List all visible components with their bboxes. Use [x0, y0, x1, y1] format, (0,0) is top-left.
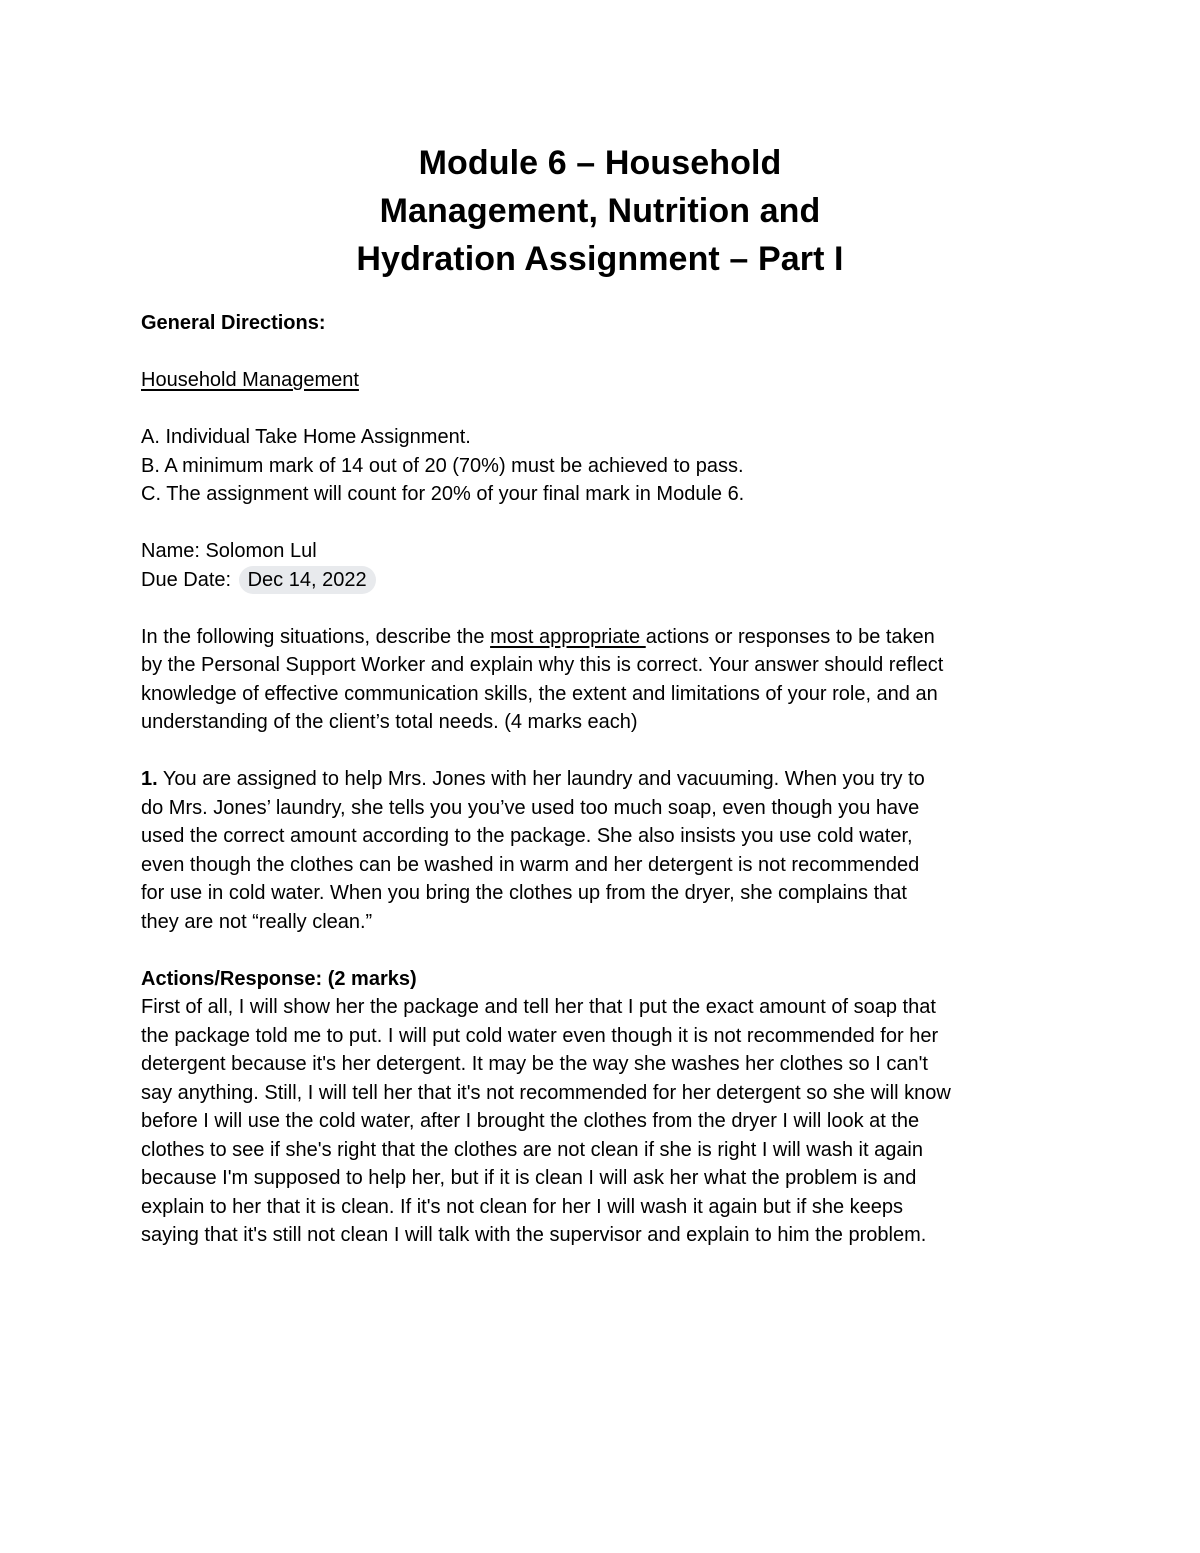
question-1-line-3: used the correct amount according to the package. She also insists you use cold water,: [141, 825, 913, 847]
instructions-paragraph: [141, 623, 1041, 737]
response-paragraph: [141, 993, 1041, 1250]
response-line-1: First of all, I will show her the package and tell her that I put the exact amount of soap that: [141, 996, 936, 1018]
question-1-line-2: do Mrs. Jones’ laundry, she tells you you’ve used too much soap, even though you have: [141, 796, 920, 819]
instructions-emphasis: most appropriate: [490, 625, 646, 648]
question-1-line-6: they are not “really clean.”: [141, 910, 373, 933]
due-date-line: [141, 566, 1041, 595]
response-line-7: because I'm supposed to help her, but if it is clean I will ask her what the problem is and: [141, 1167, 917, 1189]
general-directions-heading: General Directions:: [141, 312, 326, 334]
name-line: Name: Solomon Lul: [141, 540, 317, 562]
question-1-line-1: You are assigned to help Mrs. Jones with her laundry and vacuuming. When you try to: [157, 768, 925, 790]
page-title: [0, 139, 1200, 283]
direction-a: A. Individual Take Home Assignment.: [141, 426, 471, 448]
due-date-label: Due Date:: [141, 568, 237, 591]
response-line-6: clothes to see if she's right that the clothes are not clean if she is right I will wash it again: [141, 1138, 924, 1161]
instructions-text-start: In the following situations, describe the: [141, 625, 491, 648]
direction-c: C. The assignment will count for 20% of your final mark in Module 6.: [141, 483, 745, 505]
question-1-number: 1.: [141, 768, 158, 790]
instructions-line-1: actions or responses to be taken: [645, 625, 935, 648]
document-body: [141, 309, 1041, 1250]
question-1: [141, 765, 1041, 936]
title-line-3: Hydration Assignment – Part I: [356, 240, 844, 278]
instructions-line-2: by the Personal Support Worker and explain why this is correct. Your answer should reflect: [141, 654, 944, 676]
response-line-4: say anything. Still, I will tell her that it's not recommended for her detergent so she will know: [141, 1081, 951, 1104]
response-line-3: detergent because it's her detergent. It may be the way she washes her clothes so I can't: [141, 1053, 928, 1075]
household-management-heading: Household Management: [141, 369, 359, 391]
instructions-line-3: knowledge of effective communication skills, the extent and limitations of your role, and an: [141, 682, 938, 705]
response-line-8: explain to her that it is clean. If it's not clean for her I will wash it again but if she keeps: [141, 1195, 903, 1218]
response-heading: Actions/Response: (2 marks): [141, 967, 417, 990]
title-line-2: Management, Nutrition and: [379, 192, 821, 230]
question-1-line-4: even though the clothes can be washed in warm and her detergent is not recommended: [141, 853, 920, 876]
response-line-9: saying that it's still not clean I will talk with the supervisor and explain to him the problem.: [141, 1224, 927, 1246]
title-line-1: Module 6 – Household: [418, 144, 782, 182]
question-1-line-5: for use in cold water. When you bring the clothes up from the dryer, she complains that: [141, 882, 907, 904]
instructions-line-4: understanding of the client’s total needs. (4 marks each): [141, 711, 638, 733]
response-line-2: the package told me to put. I will put cold water even though it is not recommended for her: [141, 1024, 939, 1047]
direction-b: B. A minimum mark of 14 out of 20 (70%) must be achieved to pass.: [141, 454, 744, 477]
response-line-5: before I will use the cold water, after I brought the clothes from the dryer I will look at the: [141, 1110, 920, 1132]
due-date-chip[interactable]: Dec 14, 2022: [239, 566, 376, 594]
